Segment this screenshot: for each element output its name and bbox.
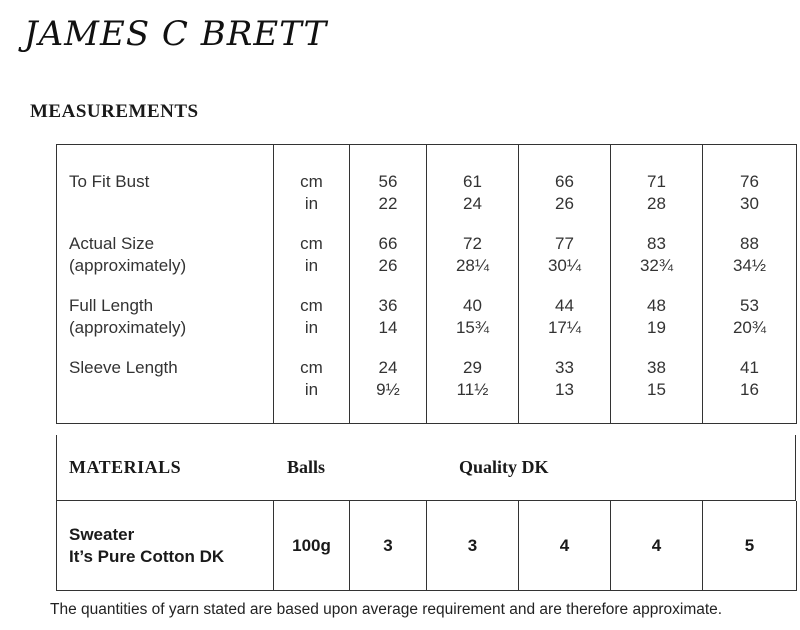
size-value-line: 44 [555,296,574,315]
measurement-label-line: Actual Size [69,234,155,253]
materials-header-row [56,435,796,501]
size-value [519,215,611,277]
size-value-line: 36 [378,296,398,315]
measurement-row [57,215,797,277]
size-value-line: 15 [647,380,666,399]
measurement-row [57,145,797,216]
unit-cell [274,277,350,339]
size-value-line: 9½ [376,380,400,399]
size-value-line: 76 [740,172,759,191]
unit-cell-line: cm [300,172,323,191]
size-value-line: 71 [647,172,666,191]
size-value [611,339,703,424]
yarn-row [57,501,797,591]
measurement-label [57,215,274,277]
balls-count: 3 [427,501,519,591]
size-value-line: 66 [378,234,398,253]
size-value-line: 17¼ [547,318,582,337]
size-value-line: 11½ [456,380,489,399]
size-value-line: 61 [463,172,482,191]
unit-cell [274,339,350,424]
unit-cell-line: in [304,256,319,275]
measurement-row [57,277,797,339]
size-value [519,145,611,216]
unit-cell-line: cm [300,358,323,377]
quality-header: Quality DK [459,457,549,477]
size-value-line: 20¾ [732,318,767,337]
size-value [703,145,797,216]
size-value-line: 29 [463,358,482,377]
size-value-line: 16 [740,380,759,399]
size-value [350,277,427,339]
size-value [427,145,519,216]
size-value [519,339,611,424]
balls-count: 3 [350,501,427,591]
size-value-line: 38 [647,358,666,377]
size-value-line: 19 [647,318,666,337]
measurement-label-line: (approximately) [69,256,187,275]
measurement-row [57,339,797,424]
measurement-label-line: Full Length [69,296,154,315]
size-value [611,145,703,216]
size-value-line: 40 [463,296,482,315]
yarn-label [57,501,274,591]
size-value-line: 14 [378,318,398,337]
size-value-line: 22 [378,194,398,213]
size-value-line: 56 [378,172,398,191]
size-value-line: 26 [378,256,398,275]
size-value-line: 88 [740,234,759,253]
measurement-label-line: Sleeve Length [69,358,178,377]
yarn-table [56,501,797,591]
footnote: The quantities of yarn stated are based upon average requirement and are therefore approximate. [50,601,723,618]
unit-cell-line: cm [300,234,323,253]
measurement-label-line [69,193,273,215]
size-value [350,339,427,424]
size-value-line: 34½ [732,256,767,275]
size-value [611,277,703,339]
size-value-line: 72 [463,234,482,253]
measurement-label-line: To Fit Bust [69,172,150,191]
size-value-line: 66 [555,172,574,191]
measurement-label [57,145,274,216]
size-value [703,339,797,424]
measurement-label [57,339,274,424]
garment-name: Sweater [69,524,135,544]
unit-cell-line: in [304,318,319,337]
size-value [350,215,427,277]
size-value [519,277,611,339]
size-value-line: 24 [463,194,482,213]
size-value-line: 53 [740,296,759,315]
balls-count: 4 [519,501,611,591]
size-value-line: 13 [555,380,574,399]
balls-header: Balls [287,457,326,477]
brand-logo: JAMES C BRETT [24,14,328,54]
measurement-label-line [69,379,273,401]
unit-cell [274,145,350,216]
section-title: MEASUREMENTS [30,101,199,122]
size-value-line: 30 [740,194,759,213]
size-value-line: 28 [647,194,666,213]
unit-cell-line: in [304,380,319,399]
size-value [703,277,797,339]
size-value-line: 77 [555,234,574,253]
size-value-line: 26 [555,194,574,213]
size-value-line: 83 [647,234,666,253]
size-value-line: 30¼ [547,256,582,275]
materials-title: MATERIALS [69,457,182,477]
size-value [427,339,519,424]
size-value-line: 28¼ [455,256,490,275]
size-value-line: 41 [740,358,759,377]
size-value [427,215,519,277]
yarn-weight: 100g [274,501,350,591]
yarn-name: It’s Pure Cotton DK [69,546,225,566]
measurement-label-line: (approximately) [69,318,187,337]
size-value-line: 33 [555,358,574,377]
unit-cell [274,215,350,277]
balls-count: 5 [703,501,797,591]
size-value-line: 32¾ [639,256,674,275]
measurements-table [56,144,797,424]
size-value [703,215,797,277]
size-value [350,145,427,216]
size-value-line: 15¾ [455,318,490,337]
size-value-line: 24 [378,358,398,377]
unit-cell-line: in [304,194,319,213]
unit-cell-line: cm [300,296,323,315]
size-value-line: 48 [647,296,666,315]
balls-count: 4 [611,501,703,591]
size-value [611,215,703,277]
size-value [427,277,519,339]
measurement-label [57,277,274,339]
